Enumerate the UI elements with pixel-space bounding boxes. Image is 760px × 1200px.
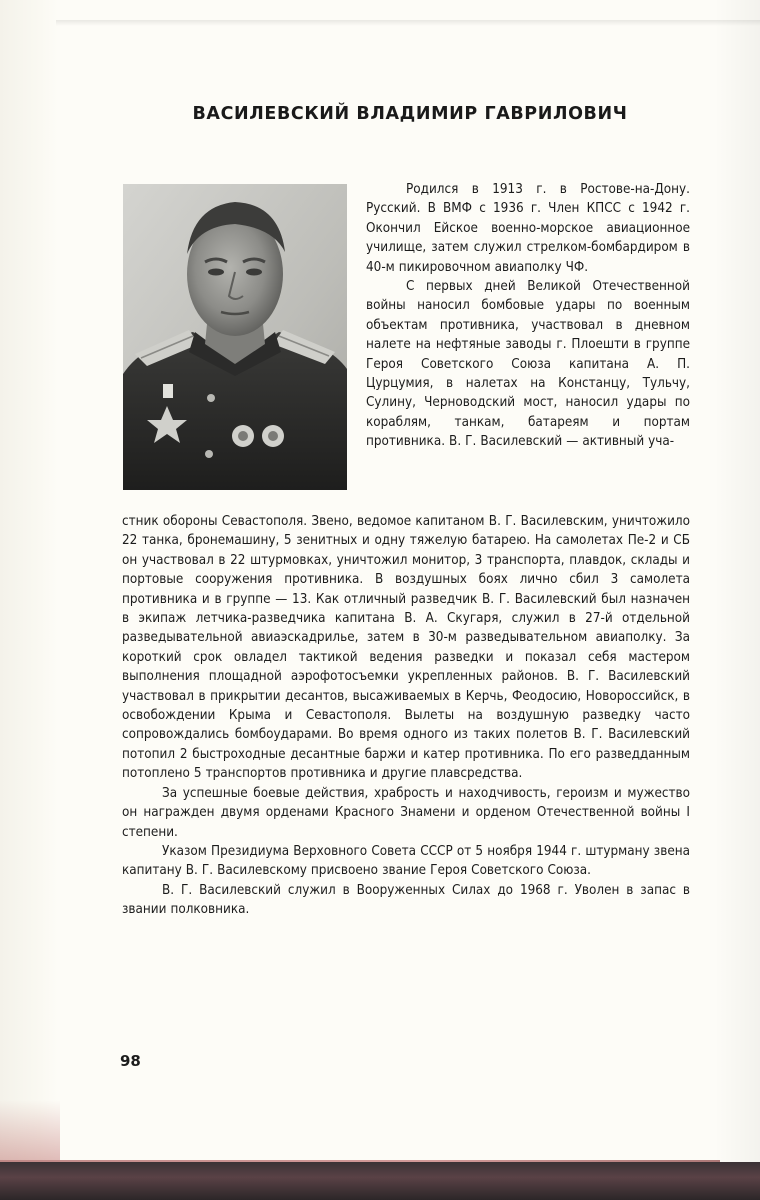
scan-margin-stain (0, 1100, 60, 1160)
biography-text (122, 512, 690, 920)
page-number: 98 (120, 1052, 141, 1070)
scan-margin-right (714, 0, 760, 1200)
scan-margin-left (0, 0, 58, 1200)
intro-paragraph-1: Родился в 1913 г. в Ростове-на-Дону. Русский. В ВМФ с 1936 г. Член КПСС с 1942 г. Окончил Ейское военно-морское авиационное училище, затем служил стрелком-бомбардиром в 40-м пикировочном авиаполку ЧФ. (366, 182, 690, 275)
intro-text (366, 180, 690, 452)
body-paragraph-3: Указом Президиума Верховного Совета СССР от 5 ноября 1944 г. штурману звена капитану В. Г. Василевскому присвоено звание Героя Советского Союза. (122, 843, 690, 879)
body-paragraph-1: стник обороны Севастополя. Звено, ведомое капитаном В. Г. Василевским, уничтожило 22 танка, бронемашину, 5 зенитных и одну тяжелую батарею. На самолетах Пе-2 и СБ он участвовал в 22 штурмовках, уничтожил монитор, 3 транспорта, плавдок, склады и портовые сооружения противника. В воздушных боях лично сбил 3 самолета противника и в группе — 13. Как отличный разведчик В. Г. Василевский был назначен в экипаж летчика-разведчика капитана В. А. Скугаря, служил в 27-й отдельной разведывательной авиаэскадрилье, затем в 30-м разведывательном авиаполку. За короткий срок овладел тактикой ведения разведки и показал себя мастером выполнения площадной аэрофотосъемки укрепленных районов. В. Г. Василевский участвовал в прикрытии десантов, высаживаемых в Керчь, Феодосию, Новороссийск, в освобождении Крыма и Севастополя. Вылеты на воздушную разведку часто сопровождались бомбоударами. Во время одного из таких полетов В. Г. Василевский потопил 2 быстроходные десантные баржи и катер противника. По его разведданным потоплено 5 транспортов противника и другие плавсредства. (122, 514, 690, 782)
book-cover-edge (0, 1162, 760, 1200)
scan-top-shadow (56, 20, 760, 26)
page-title: ВАСИЛЕВСКИЙ ВЛАДИМИР ГАВРИЛОВИЧ (192, 104, 628, 124)
body-paragraph-2: За успешные боевые действия, храбрость и находчивость, героизм и мужество он награжден двумя орденами Красного Знамени и орденом Отечественной войны I степени. (122, 785, 690, 840)
body-paragraph-4: В. Г. Василевский служил в Вооруженных Силах до 1968 г. Уволен в запас в звании полковника. (122, 882, 690, 918)
portrait-photo (123, 184, 347, 490)
intro-paragraph-2: С первых дней Великой Отечественной войны наносил бомбовые удары по военным объектам противника, участвовал в дневном налете на нефтяные заводы г. Плоешти в группе Героя Советского Союза капитана А. П. Цурцумия, в налетах на Констанцу, Тульчу, Сулину, Черноводский мост, наносил удары по кораблям, танкам, батареям и портам противника. В. Г. Василевский — активный уча- (366, 279, 690, 450)
